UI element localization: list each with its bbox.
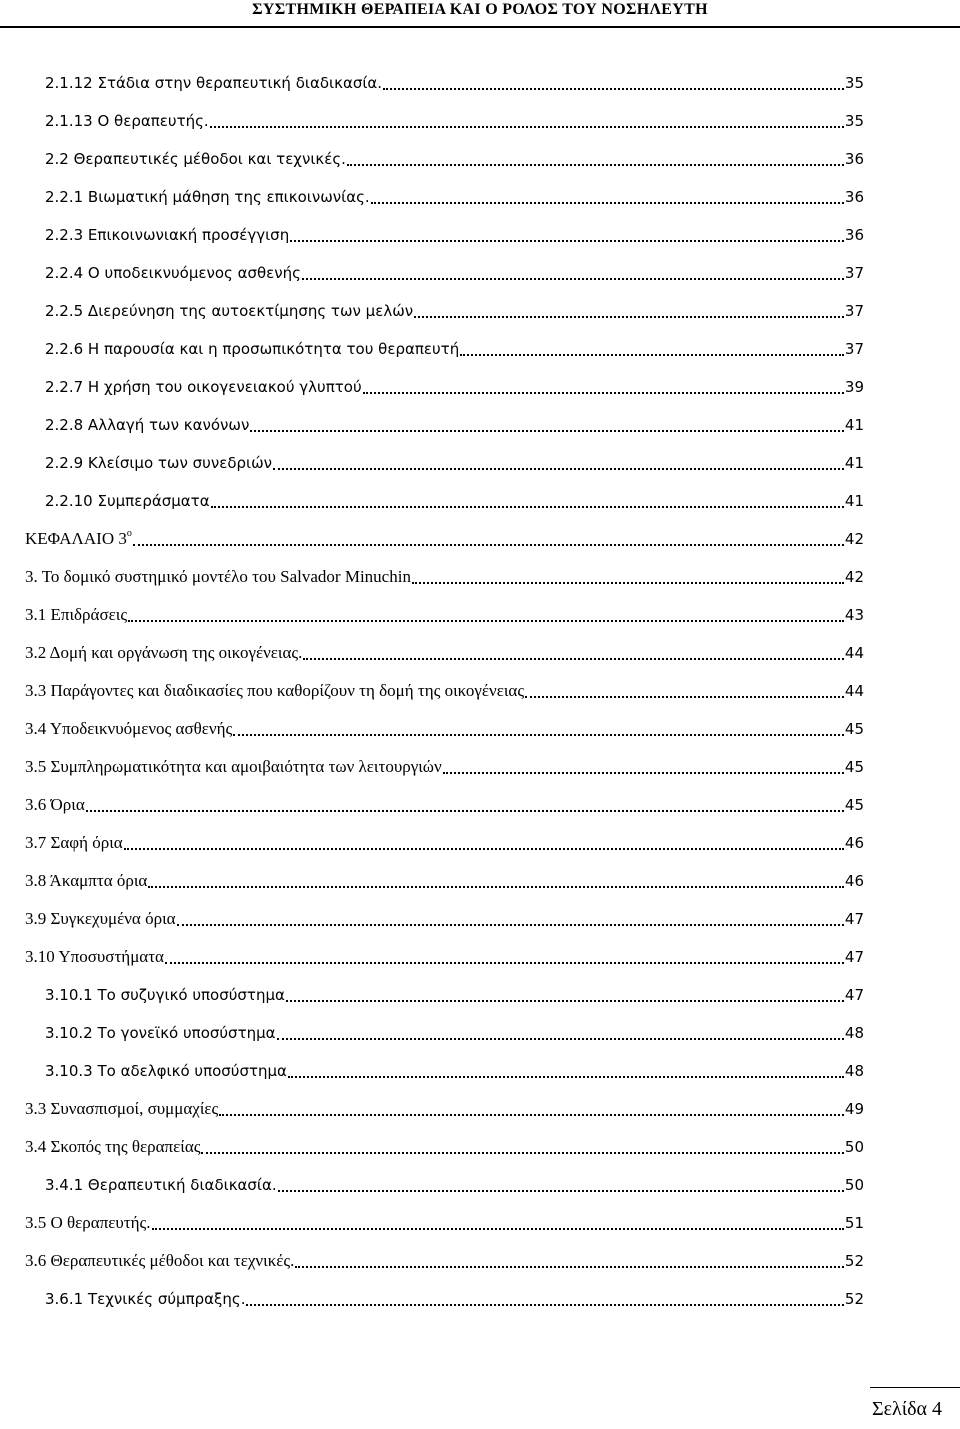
toc-entry[interactable]: [25, 746, 864, 778]
toc-dot-leader: [201, 1140, 843, 1154]
toc-entry-page-number: 48: [844, 1062, 864, 1080]
toc-entry[interactable]: [25, 670, 864, 702]
toc-dot-leader: [152, 1216, 844, 1230]
toc-entry-title: 3.6 Θεραπευτικές μέθοδοι και τεχνικές.: [25, 1251, 295, 1270]
toc-entry-page-number: 48: [844, 1024, 864, 1042]
toc-dot-leader: [303, 646, 844, 660]
toc-dot-leader: [128, 608, 844, 622]
toc-entry-title: 3.4.1 Θεραπευτική διαδικασία.: [45, 1176, 277, 1194]
toc-entry-page-number: 47: [844, 986, 864, 1004]
toc-entry[interactable]: [25, 632, 864, 664]
toc-dot-leader: [460, 342, 844, 356]
toc-dot-leader: [211, 494, 844, 508]
footer-rule: [870, 1387, 960, 1388]
toc-entry-page-number: 39: [844, 378, 864, 396]
toc-entry-page-number: 52: [844, 1290, 864, 1308]
toc-entry-label: [25, 1136, 200, 1158]
toc-entry[interactable]: [45, 1278, 864, 1310]
toc-entry[interactable]: [25, 1088, 864, 1120]
toc-entry-title: 2.2.6 Η παρουσία και η προσωπικότητα του θεραπευτή: [45, 340, 460, 358]
toc-entry-page-number: 37: [844, 264, 864, 282]
toc-entry[interactable]: [45, 138, 864, 170]
toc-entry-page-number: 41: [844, 454, 864, 472]
toc-entry-label: [45, 984, 285, 1006]
toc-entry-page-number: 45: [844, 758, 864, 776]
toc-entry-label: [45, 110, 209, 132]
toc-dot-leader: [363, 380, 844, 394]
toc-entry-title: 2.1.13 Ο θεραπευτής.: [45, 112, 209, 130]
toc-dot-leader: [525, 684, 844, 698]
toc-dot-leader: [250, 418, 844, 432]
toc-dot-leader: [273, 456, 844, 470]
toc-entry-page-number: 36: [844, 188, 864, 206]
toc-entry-title: ΚΕΦΑΛΑΙΟ 3: [25, 529, 127, 548]
toc-entry[interactable]: [25, 1126, 864, 1158]
toc-entry[interactable]: [45, 1012, 864, 1044]
toc-entry-page-number: 47: [844, 910, 864, 928]
toc-entry[interactable]: [45, 290, 864, 322]
header-rule: [0, 26, 960, 28]
toc-entry[interactable]: [45, 366, 864, 398]
toc-entry-label: [25, 604, 127, 626]
toc-entry-title: 2.2.3 Επικοινωνιακή προσέγγιση: [45, 226, 290, 244]
toc-dot-leader: [371, 190, 844, 204]
toc-entry-title: 3.9 Συγκεχυμένα όρια: [25, 909, 176, 928]
toc-entry-label: [25, 1098, 218, 1120]
toc-entry[interactable]: [25, 936, 864, 968]
toc-entry-label: [25, 1250, 294, 1272]
toc-entry-title: 2.2.7 Η χρήση του οικογενειακού γλυπτού: [45, 378, 362, 396]
toc-entry-title: 3.10.3 Το αδελφικό υποσύστημα: [45, 1062, 287, 1080]
toc-entry-title: 2.2.10 Συμπεράσματα: [45, 492, 210, 510]
toc-entry-label: [45, 262, 301, 284]
toc-entry-label: [45, 490, 210, 512]
toc-entry-label: [25, 908, 176, 930]
toc-entry[interactable]: [25, 898, 864, 930]
toc-entry-page-number: 41: [844, 492, 864, 510]
toc-dot-leader: [277, 1026, 844, 1040]
toc-dot-leader: [133, 532, 844, 546]
toc-entry-title: 3.7 Σαφή όρια: [25, 833, 123, 852]
toc-entry-title: 2.2.9 Κλείσιμο των συνεδριών: [45, 454, 273, 472]
toc-entry-label: [45, 414, 249, 436]
toc-entry-title: 2.2.4 Ο υποδεικνυόμενος ασθενής: [45, 264, 301, 282]
toc-dot-leader: [302, 266, 844, 280]
toc-dot-leader: [210, 114, 844, 128]
toc-entry-title: 2.2 Θεραπευτικές μέθοδοι και τεχνικές.: [45, 150, 346, 168]
toc-entry-page-number: 35: [844, 112, 864, 130]
toc-entry-label: [25, 870, 147, 892]
toc-entry-title: 3.5 Συμπληρωματικότητα και αμοιβαιότητα των λειτουργιών: [25, 757, 442, 776]
toc-dot-leader: [295, 1254, 844, 1268]
toc-entry-page-number: 37: [844, 340, 864, 358]
toc-entry[interactable]: [45, 328, 864, 360]
toc-entry-label: [45, 72, 382, 94]
toc-entry-label: [25, 756, 442, 778]
toc-entry-label: [25, 566, 411, 588]
toc-dot-leader: [443, 760, 844, 774]
toc-entry[interactable]: [25, 860, 864, 892]
toc-entry-page-number: 46: [844, 834, 864, 852]
toc-entry[interactable]: [45, 100, 864, 132]
toc-entry-page-number: 35: [844, 74, 864, 92]
toc-entry-label: [45, 376, 362, 398]
page-number: Σελίδα 4: [871, 1398, 942, 1420]
toc-entry-page-number: 44: [844, 644, 864, 662]
toc-entry-title: 3.6.1 Τεχνικές σύμπραξης.: [45, 1290, 246, 1308]
toc-dot-leader: [124, 836, 844, 850]
toc-entry[interactable]: [25, 708, 864, 740]
toc-entry-page-number: 37: [844, 302, 864, 320]
toc-dot-leader: [383, 76, 844, 90]
toc-dot-leader: [288, 1064, 844, 1078]
toc-entry-page-number: 42: [844, 530, 864, 548]
toc-entry-title: 3.10 Υποσυστήματα: [25, 947, 164, 966]
toc-dot-leader: [412, 570, 844, 584]
toc-entry[interactable]: [45, 1050, 864, 1082]
toc-entry-title: 3. Το δομικό συστημικό μοντέλο του Salvador Minuchin: [25, 567, 411, 586]
toc-entry[interactable]: [25, 1202, 864, 1234]
toc-entry-page-number: 50: [844, 1176, 864, 1194]
toc-entry-title: 2.1.12 Στάδια στην θεραπευτική διαδικασία.: [45, 74, 383, 92]
toc-entry-title: 3.3 Παράγοντες και διαδικασίες που καθορίζουν τη δομή της οικογένειας: [25, 681, 525, 700]
toc-entry-page-number: 52: [844, 1252, 864, 1270]
toc-dot-leader: [278, 1178, 844, 1192]
toc-entry-label: [25, 523, 132, 550]
toc-entry[interactable]: [25, 1240, 864, 1272]
toc-entry-title: 3.5 Ο θεραπευτής.: [25, 1213, 151, 1232]
toc-entry-label: [25, 794, 85, 816]
toc-dot-leader: [219, 1102, 844, 1116]
toc-dot-leader: [177, 912, 844, 926]
toc-dot-leader: [86, 798, 844, 812]
toc-entry-label: [45, 1174, 277, 1196]
toc-entry-page-number: 49: [844, 1100, 864, 1118]
toc-entry-label: [45, 148, 346, 170]
toc-entry[interactable]: [45, 214, 864, 246]
toc-entry[interactable]: [25, 518, 864, 550]
toc-dot-leader: [347, 152, 844, 166]
toc-entry-title: 2.2.5 Διερεύνηση της αυτοεκτίμησης των μελών: [45, 302, 414, 320]
toc-dot-leader: [233, 722, 844, 736]
toc-entry[interactable]: [45, 1164, 864, 1196]
toc-dot-leader: [148, 874, 844, 888]
toc-entry-page-number: 51: [844, 1214, 864, 1232]
toc-entry-title: 2.2.1 Βιωματική μάθηση της επικοινωνίας.: [45, 188, 370, 206]
toc-dot-leader: [286, 988, 844, 1002]
toc-entry-title: 2.2.8 Αλλαγή των κανόνων: [45, 416, 250, 434]
toc-entry-label: [25, 946, 164, 968]
toc-entry-label: [25, 642, 302, 664]
toc-entry-label: [45, 1288, 245, 1310]
toc-entry-title: 3.10.1 Το συζυγικό υποσύστημα: [45, 986, 285, 1004]
toc-entry-title: 3.8 Άκαμπτα όρια: [25, 871, 148, 890]
toc-entry-page-number: 46: [844, 872, 864, 890]
toc-entry-title: 3.6 Όρια: [25, 795, 85, 814]
toc-entry-page-number: 43: [844, 606, 864, 624]
toc-entry[interactable]: [45, 176, 864, 208]
toc-dot-leader: [290, 228, 844, 242]
toc-entry-title: 3.4 Υποδεικνυόμενος ασθενής: [25, 719, 233, 738]
toc-entry[interactable]: [25, 822, 864, 854]
toc-entry[interactable]: [45, 62, 864, 94]
toc-entry-label: [45, 224, 289, 246]
toc-entry-label: [25, 832, 123, 854]
toc-entry-page-number: 36: [844, 150, 864, 168]
toc-entry-page-number: 45: [844, 720, 864, 738]
toc-entry-label: [45, 1022, 276, 1044]
toc-entry[interactable]: [45, 252, 864, 284]
toc-dot-leader: [246, 1292, 843, 1306]
toc-entry[interactable]: [25, 594, 864, 626]
toc-entry-title: 3.2 Δομή και οργάνωση της οικογένειας.: [25, 643, 303, 662]
toc-entry[interactable]: [45, 974, 864, 1006]
toc-entry-label: [25, 680, 524, 702]
toc-entry-page-number: 42: [844, 568, 864, 586]
toc-entry-title: 3.10.2 Το γονεϊκό υποσύστημα: [45, 1024, 276, 1042]
toc-entry-page-number: 50: [844, 1138, 864, 1156]
toc-entry[interactable]: [45, 480, 864, 512]
toc-entry-page-number: 45: [844, 796, 864, 814]
toc-entry-page-number: 41: [844, 416, 864, 434]
toc-dot-leader: [414, 304, 844, 318]
toc-entry-label: [45, 452, 272, 474]
toc-entry[interactable]: [25, 784, 864, 816]
toc-entry-page-number: 47: [844, 948, 864, 966]
running-header: ΣΥΣΤΗΜΙΚΗ ΘΕΡΑΠΕΙΑ ΚΑΙ Ο ΡΟΛΟΣ ΤΟΥ ΝΟΣΗΛΕΥΤΗ: [252, 1, 708, 18]
toc-entry-title: 3.1 Επιδράσεις: [25, 605, 128, 624]
toc-entry-page-number: 44: [844, 682, 864, 700]
toc-entry[interactable]: [45, 442, 864, 474]
toc-entry-label: [45, 1060, 287, 1082]
toc-entry-label: [25, 1212, 151, 1234]
toc-entry-title: 3.4 Σκοπός της θεραπείας: [25, 1137, 201, 1156]
toc-entry-page-number: 36: [844, 226, 864, 244]
toc-entry-label: [45, 338, 459, 360]
toc-entry-label: [45, 300, 413, 322]
toc-entry-label: [25, 718, 232, 740]
toc-entry[interactable]: [45, 404, 864, 436]
toc-entry-label: [45, 186, 370, 208]
toc-dot-leader: [165, 950, 844, 964]
toc-entry-title: 3.3 Συνασπισμοί, συμμαχίες: [25, 1099, 219, 1118]
toc-entry-superscript: ο: [126, 528, 132, 539]
toc-entry[interactable]: [25, 556, 864, 588]
